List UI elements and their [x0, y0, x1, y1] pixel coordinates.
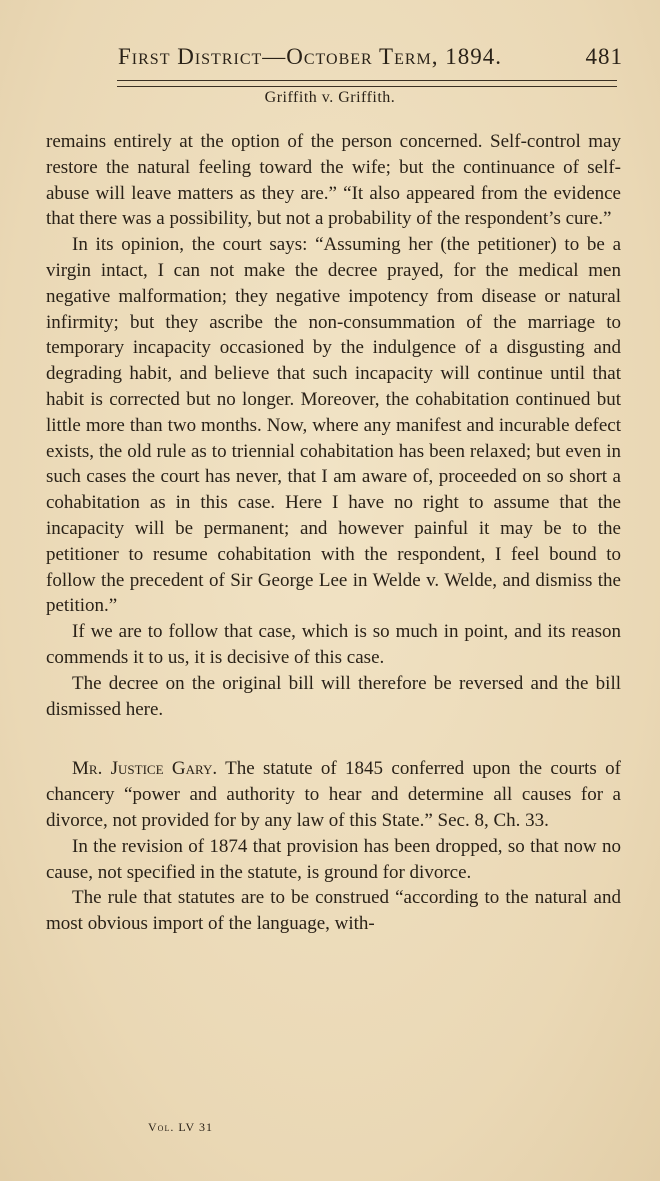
header-rule: [117, 80, 617, 81]
signature-mark: Vol. LV 31: [148, 1120, 214, 1134]
paragraph: remains entirely at the option of the person concerned. Self-control may restore the natural feeling toward the wife; but the continuance of self-abuse will leave matters as they are.” “It also appeared from the evidence that there was a possibility, but not a probability of the respondent’s cure.”: [46, 131, 621, 230]
paragraph: In the revision of 1874 that provision has been dropped, so that now no cause, not specified in the statute, is ground for divorce.: [46, 835, 621, 883]
case-name: Griffith v. Griffith.: [264, 89, 396, 106]
paragraph: If we are to follow that case, which is so much in point, and its reason commends it to us, it is decisive of this case.: [46, 621, 621, 668]
paragraph-text: The statute of 1845 conferred upon the courts of chancery “power and authority to hear and determine all causes for a divorce, not provided for by any law of this State.” Sec. 8, Ch. 33.: [46, 758, 621, 831]
running-head: [118, 44, 623, 70]
paragraph: The decree on the original bill will therefore be reversed and the bill dismissed here.: [46, 672, 621, 720]
paragraph-opinion: [46, 756, 621, 833]
running-title: First District—October Term, 1894.: [118, 44, 503, 69]
paragraph: In its opinion, the court says: “Assuming her (the petitioner) to be a virgin intact, I can not make the decree prayed, for the medical men negative malformation; they negative impotency from disease or natural infirmity; but they ascribe the non-consummation of the marriage to temporary incapacity occasioned by the indulgence of a disgusting and degrading habit, and believe that such incapacity will continue until that habit is corrected but no longer. Moreover, the cohabitation continued but little more than two months. Now, where any manifest and incurable defect exists, the old rule as to triennial cohabitation has been relaxed; but even in such cases the court has never, that I am aware of, proceeded on so short a cohabitation as in this case. Here I have no right to assume that the incapacity will be permanent; and however painful it may be to the petitioner to resume cohabitation with the respondent, I feel bound to follow the precedent of Sir George Lee in Welde v. Welde, and dismiss the petition.”: [46, 234, 621, 617]
page-number: 481: [585, 44, 623, 69]
paragraph: The rule that statutes are to be construed “according to the natural and most obvious import of the language, with-: [46, 887, 621, 935]
header-rule-thin: [117, 86, 617, 87]
justice-name: Mr. Justice Gary.: [72, 758, 218, 780]
body-text: [46, 129, 621, 937]
